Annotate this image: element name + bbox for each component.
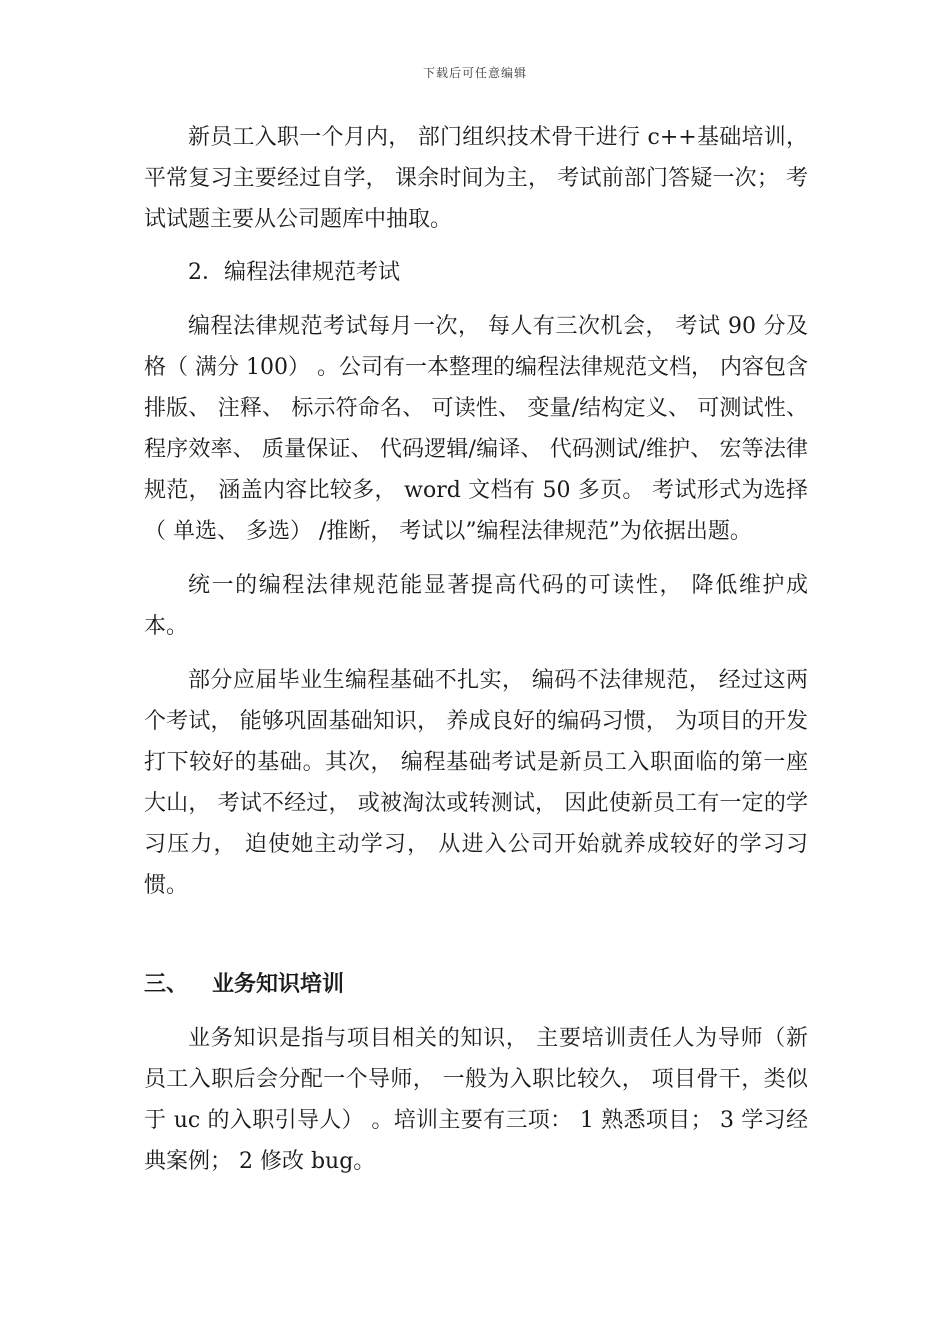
document-body bbox=[144, 117, 808, 1182]
paragraph-business-knowledge: 业务知识是指与项目相关的知识， 主要培训责任人为导师（新员工入职后会分配一个导师， 一般为入职比较久， 项目骨干，类似于 uc 的入职引导人） 。培训主要有三项： 1 熟悉项目； 3 学习经典案例； 2 修改 bug。 bbox=[144, 1026, 808, 1174]
paragraph-unified-standard: 统一的编程法律规范能显著提高代码的可读性， 降低维护成本。 bbox=[144, 573, 808, 639]
paragraph-graduates: 部分应届毕业生编程基础不扎实， 编码不法律规范， 经过这两个考试， 能够巩固基础知识， 养成良好的编码习惯， 为项目的开发打下较好的基础。其次， 编程基础考试是新员工入职面临的第一座大山， 考试不经过， 或被淘汰或转测试， 因此使新员工有一定的学习压力， 迫使她主动学习， 从进入公司开始就养成较好的学习习惯。 bbox=[144, 668, 808, 898]
section-heading-business-training bbox=[144, 964, 808, 1005]
page-header: 下载后可任意编辑 bbox=[422, 66, 527, 80]
paragraph-cpp-training: 新员工入职一个月内， 部门组织技术骨干进行 c++基础培训， 平常复习主要经过自学， 课余时间为主， 考试前部门答疑一次； 考试试题主要从公司题库中抽取。 bbox=[144, 125, 808, 232]
paragraph-coding-standard-exam: 编程法律规范考试每月一次， 每人有三次机会， 考试 90 分及格（ 满分 100） 。公司有一本整理的编程法律规范文档， 内容包含排版、 注释、 标示符命名、 可读性、 变量/结构定义、 可测试性、 程序效率、 质量保证、 代码逻辑/编译、 代码测试/维护、 宏等法律规范， 涵盖内容比较多， word 文档有 50 多页。 考试形式为选择（ 单选、 多选） /推断， 考试以”编程法律规范”为依据出题。 bbox=[144, 314, 808, 544]
section-number: 三、 bbox=[144, 972, 189, 997]
section-title: 业务知识培训 bbox=[212, 972, 345, 997]
subheading-coding-standard-exam: 2．编程法律规范考试 bbox=[188, 260, 400, 285]
